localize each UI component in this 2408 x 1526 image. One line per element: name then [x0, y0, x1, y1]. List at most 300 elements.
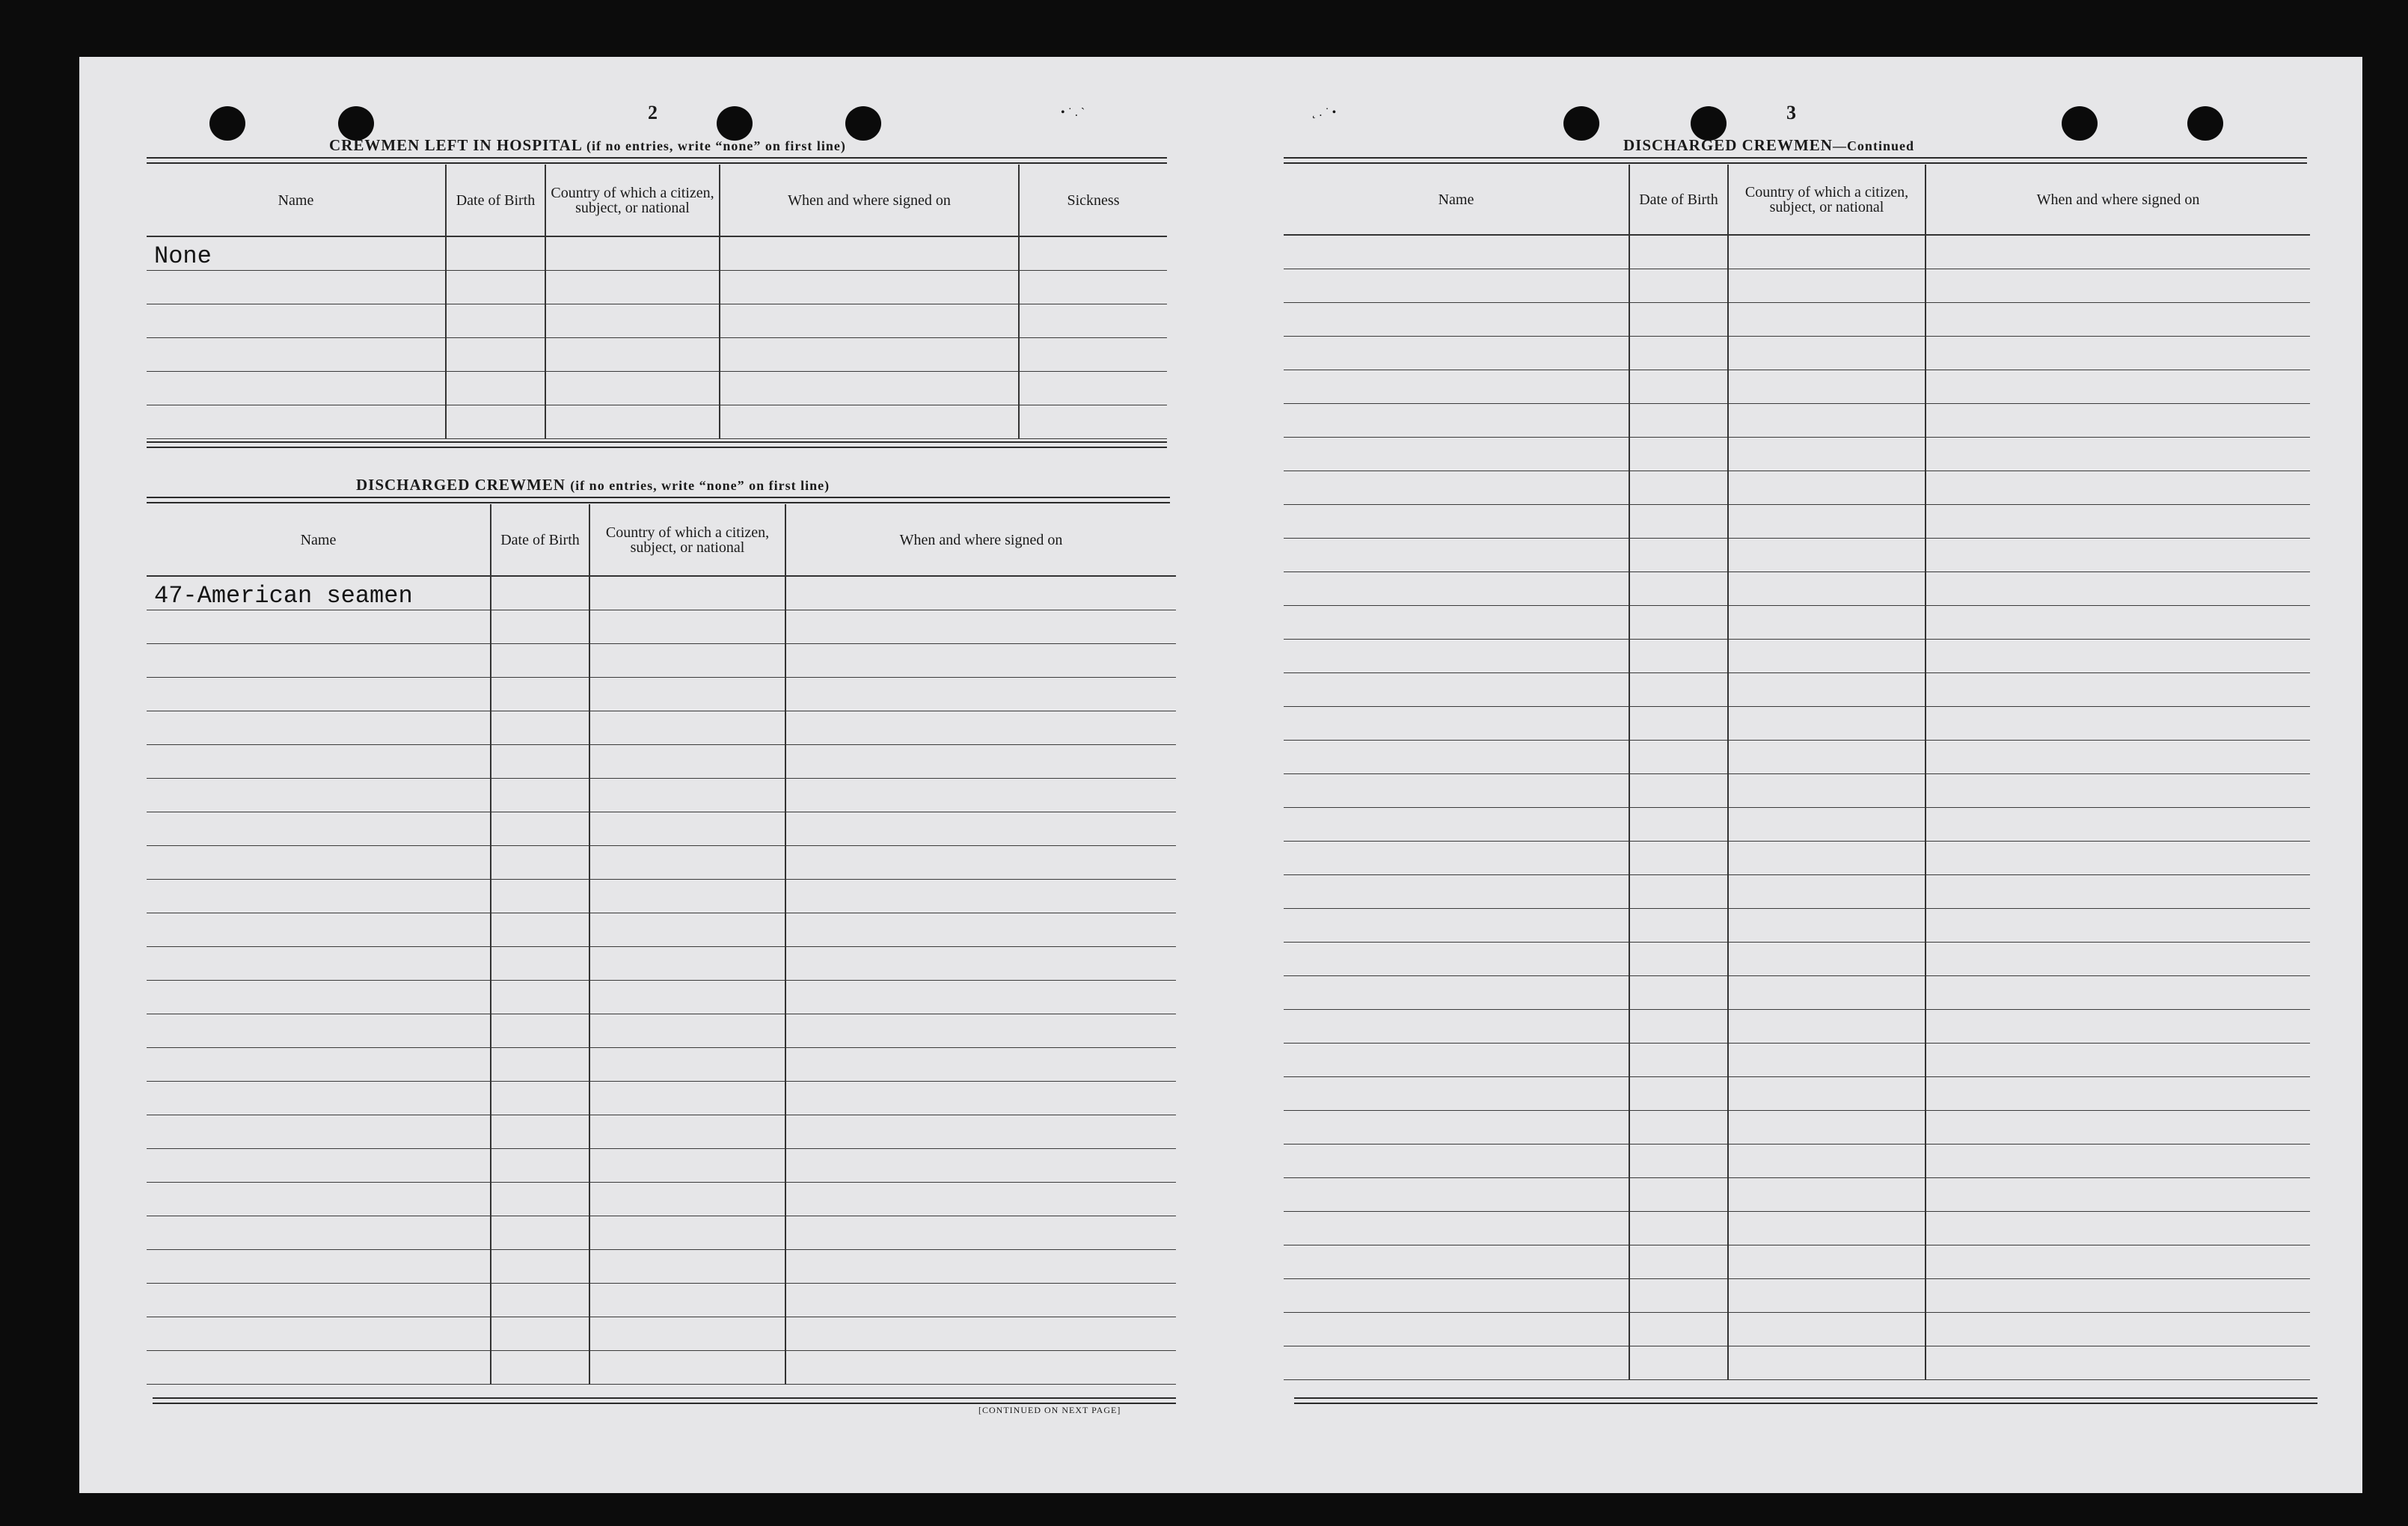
- discharged-title-note: (if no entries, write “none” on first line): [570, 478, 830, 493]
- table-cell: [1728, 672, 1926, 706]
- table-row: [1284, 403, 2310, 437]
- continued-note: [CONTINUED ON NEXT PAGE]: [978, 1405, 1121, 1415]
- table-cell: [1728, 302, 1926, 336]
- table-cell: [1284, 1211, 1629, 1245]
- table-cell: [147, 1350, 491, 1384]
- table-cell: [491, 1317, 589, 1350]
- table-cell: [1284, 975, 1629, 1009]
- table-cell: [491, 879, 589, 913]
- table-cell: [1926, 437, 2310, 471]
- table-cell: [491, 1115, 589, 1148]
- table-cell: [785, 1047, 1176, 1081]
- table-cell: [491, 913, 589, 946]
- table-cell: [1629, 538, 1728, 572]
- table-row: [147, 1182, 1176, 1216]
- table-cell: [1728, 874, 1926, 908]
- table-cell: [1728, 942, 1926, 975]
- table-cell: [1284, 403, 1629, 437]
- table-cell: [1284, 235, 1629, 269]
- table-cell: [147, 371, 446, 405]
- right-bottom-rule: [1294, 1397, 2317, 1404]
- table-cell: 47-American seamen: [147, 576, 491, 610]
- table-row: [147, 913, 1176, 946]
- table-cell: [147, 1317, 491, 1350]
- table-cell: [1629, 504, 1728, 538]
- table-cell: [1728, 773, 1926, 807]
- table-cell: [147, 845, 491, 879]
- table-cell: [1926, 538, 2310, 572]
- table-cell: [1629, 1076, 1728, 1110]
- table-cell: [1926, 235, 2310, 269]
- col-header-date-of-birth: Date of Birth: [491, 504, 589, 576]
- col-header-name: Name: [147, 165, 446, 236]
- table-cell: [1926, 740, 2310, 773]
- punch-hole: [2062, 106, 2098, 141]
- table-cell: [1728, 572, 1926, 605]
- table-cell: [491, 643, 589, 677]
- table-cell: [147, 1148, 491, 1182]
- table-cell: [147, 812, 491, 845]
- table-row: [147, 1014, 1176, 1047]
- table-cell: [1629, 403, 1728, 437]
- table-cell: [589, 913, 785, 946]
- table-row: [1284, 1278, 2310, 1312]
- table-cell: [545, 270, 720, 304]
- table-row: [1284, 975, 2310, 1009]
- table-cell: [491, 576, 589, 610]
- table-cell: [785, 744, 1176, 778]
- table-cell: [1728, 740, 1926, 773]
- table-cell: [1629, 841, 1728, 874]
- table-cell: [720, 337, 1019, 371]
- table-row: [147, 270, 1167, 304]
- table-cell: [1629, 302, 1728, 336]
- col-header-signed-on: When and where signed on: [720, 165, 1019, 236]
- table-row: [1284, 538, 2310, 572]
- table-cell: [1629, 235, 1728, 269]
- table-cell: [1728, 706, 1926, 740]
- table-cell: [1284, 1076, 1629, 1110]
- punch-hole: [2187, 106, 2223, 141]
- table-cell: [1926, 841, 2310, 874]
- table-row: [1284, 908, 2310, 942]
- table-cell: [1926, 672, 2310, 706]
- table-cell: [785, 711, 1176, 744]
- table-cell: [1284, 942, 1629, 975]
- table-row: [147, 576, 1176, 610]
- table-row: [1284, 1009, 2310, 1043]
- table-cell: [1629, 807, 1728, 841]
- table-cell: [1926, 1009, 2310, 1043]
- page-number-left: 2: [648, 102, 658, 123]
- table-cell: [1629, 1110, 1728, 1144]
- table-cell: [491, 1216, 589, 1249]
- table-cell: [1926, 706, 2310, 740]
- table-cell: [1284, 269, 1629, 302]
- table-row: [1284, 1312, 2310, 1346]
- table-cell: [1728, 235, 1926, 269]
- table-row: [1284, 1211, 2310, 1245]
- col-header-date-of-birth: Date of Birth: [446, 165, 545, 236]
- table-cell: [1728, 1245, 1926, 1278]
- table-row: [1284, 504, 2310, 538]
- table-cell: [785, 1216, 1176, 1249]
- table-cell: [1728, 605, 1926, 639]
- table-row: [147, 812, 1176, 845]
- table-cell: [720, 371, 1019, 405]
- table-cell: [491, 1148, 589, 1182]
- table-cell: [1284, 605, 1629, 639]
- table-cell: [785, 980, 1176, 1014]
- right-top-rule: [1284, 157, 2307, 164]
- table-cell: [147, 1283, 491, 1317]
- table-row: [1284, 639, 2310, 672]
- discharged-table: [147, 504, 1176, 1385]
- table-cell: [1284, 1245, 1629, 1278]
- table-cell: [785, 1182, 1176, 1216]
- table-row: [1284, 336, 2310, 370]
- table-cell: [1629, 1144, 1728, 1177]
- table-cell: [1926, 942, 2310, 975]
- discharged-section-title: [356, 476, 830, 494]
- table-cell: [1728, 1076, 1926, 1110]
- table-cell: None: [147, 236, 446, 270]
- table-cell: [785, 1317, 1176, 1350]
- table-row: [1284, 235, 2310, 269]
- table-row: [147, 643, 1176, 677]
- table-cell: [1629, 1211, 1728, 1245]
- table-cell: [589, 610, 785, 643]
- table-cell: [720, 270, 1019, 304]
- table-cell: [589, 1014, 785, 1047]
- table-cell: [147, 405, 446, 438]
- table-cell: [1728, 1346, 1926, 1379]
- table-cell: [491, 744, 589, 778]
- table-cell: [1926, 1110, 2310, 1144]
- discharged-continued-text: DISCHARGED CREWMEN: [1623, 136, 1833, 154]
- table-row: [1284, 874, 2310, 908]
- table-cell: [785, 1350, 1176, 1384]
- table-cell: [1629, 975, 1728, 1009]
- table-cell: [589, 778, 785, 812]
- table-cell: [785, 1014, 1176, 1047]
- table-cell: [589, 1283, 785, 1317]
- hospital-title-note: (if no entries, write “none” on first line): [586, 138, 846, 153]
- table-cell: [785, 1081, 1176, 1115]
- table-cell: [491, 610, 589, 643]
- table-cell: [1728, 1144, 1926, 1177]
- table-cell: [1629, 672, 1728, 706]
- table-cell: [1728, 807, 1926, 841]
- col-header-sickness: Sickness: [1019, 165, 1167, 236]
- table-cell: [1926, 269, 2310, 302]
- table-row: [147, 744, 1176, 778]
- table-cell: [785, 1115, 1176, 1148]
- table-cell: [1926, 773, 2310, 807]
- table-cell: [1728, 538, 1926, 572]
- table-row: [147, 337, 1167, 371]
- table-cell: [589, 643, 785, 677]
- table-cell: [785, 778, 1176, 812]
- table-row: [1284, 302, 2310, 336]
- table-cell: [1629, 269, 1728, 302]
- table-cell: [147, 913, 491, 946]
- table-cell: [589, 1216, 785, 1249]
- table-cell: [491, 677, 589, 711]
- table-cell: [545, 236, 720, 270]
- table-cell: [545, 371, 720, 405]
- table-cell: [1629, 908, 1728, 942]
- table-row: [1284, 1110, 2310, 1144]
- table-cell: [1629, 1009, 1728, 1043]
- table-cell: [147, 778, 491, 812]
- table-cell: [1019, 236, 1167, 270]
- table-cell: [589, 1115, 785, 1148]
- table-cell: [1629, 874, 1728, 908]
- table-row: [1284, 370, 2310, 403]
- table-cell: [1284, 1177, 1629, 1211]
- table-cell: [1629, 773, 1728, 807]
- table-cell: [589, 1081, 785, 1115]
- table-cell: [1728, 1211, 1926, 1245]
- table-row: [1284, 1346, 2310, 1379]
- table-cell: [785, 643, 1176, 677]
- hospital-section-title: [329, 136, 846, 155]
- table-cell: [1629, 706, 1728, 740]
- table-cell: [1629, 740, 1728, 773]
- table-cell: [147, 1115, 491, 1148]
- table-row: [147, 371, 1167, 405]
- table-row: [1284, 269, 2310, 302]
- table-cell: [1629, 471, 1728, 504]
- table-cell: [785, 812, 1176, 845]
- table-cell: [589, 1317, 785, 1350]
- table-cell: [491, 1350, 589, 1384]
- table-cell: [1728, 1009, 1926, 1043]
- table-cell: [147, 677, 491, 711]
- table-cell: [1926, 908, 2310, 942]
- hospital-table: [147, 165, 1167, 439]
- table-row: [147, 1283, 1176, 1317]
- table-row: [147, 1350, 1176, 1384]
- table-row: [147, 778, 1176, 812]
- table-cell: [147, 1081, 491, 1115]
- table-row: [1284, 572, 2310, 605]
- table-cell: [589, 946, 785, 980]
- table-cell: [446, 304, 545, 337]
- table-cell: [491, 1081, 589, 1115]
- table-cell: [147, 711, 491, 744]
- table-cell: [1926, 975, 2310, 1009]
- table-cell: [1629, 605, 1728, 639]
- table-cell: [1926, 403, 2310, 437]
- table-row: [1284, 1076, 2310, 1110]
- table-cell: [589, 677, 785, 711]
- table-cell: [785, 845, 1176, 879]
- table-cell: [589, 711, 785, 744]
- table-row: [147, 980, 1176, 1014]
- table-cell: [491, 1283, 589, 1317]
- table-cell: [720, 304, 1019, 337]
- table-cell: [589, 980, 785, 1014]
- table-cell: [1019, 371, 1167, 405]
- table-cell: [1728, 841, 1926, 874]
- table-cell: [785, 1283, 1176, 1317]
- table-cell: [1926, 1144, 2310, 1177]
- table-cell: [589, 1249, 785, 1283]
- table-cell: [720, 405, 1019, 438]
- table-row: [147, 1317, 1176, 1350]
- hospital-bottom-rule: [147, 441, 1167, 448]
- table-cell: [491, 1249, 589, 1283]
- hospital-top-rule: [147, 157, 1167, 164]
- table-row: [147, 1249, 1176, 1283]
- col-header-country: Country of which a citizen, subject, or national: [589, 504, 785, 576]
- discharged-top-rule: [147, 497, 1170, 503]
- table-cell: [491, 1014, 589, 1047]
- table-row: [147, 1148, 1176, 1182]
- hospital-title-text: CREWMEN LEFT IN HOSPITAL: [329, 136, 582, 154]
- table-cell: [1926, 1312, 2310, 1346]
- col-header-country: Country of which a citizen, subject, or national: [545, 165, 720, 236]
- table-cell: [1926, 874, 2310, 908]
- table-cell: [1019, 337, 1167, 371]
- table-cell: [1728, 1312, 1926, 1346]
- table-cell: [1926, 302, 2310, 336]
- table-cell: [1629, 942, 1728, 975]
- table-cell: [1284, 504, 1629, 538]
- table-cell: [1926, 1043, 2310, 1076]
- table-cell: [1629, 1346, 1728, 1379]
- punch-hole: [845, 106, 881, 141]
- table-cell: [1728, 1278, 1926, 1312]
- table-cell: [1284, 1043, 1629, 1076]
- table-row: [147, 1047, 1176, 1081]
- col-header-signed-on: When and where signed on: [1926, 165, 2310, 235]
- table-row: [1284, 1144, 2310, 1177]
- table-row: [1284, 1245, 2310, 1278]
- table-row: [1284, 1177, 2310, 1211]
- table-cell: [1926, 336, 2310, 370]
- table-cell: [1284, 471, 1629, 504]
- table-row: [1284, 706, 2310, 740]
- table-cell: [785, 879, 1176, 913]
- table-cell: [491, 845, 589, 879]
- table-cell: [589, 744, 785, 778]
- table-cell: [1019, 405, 1167, 438]
- discharged-bottom-rule: [153, 1397, 1176, 1404]
- table-cell: [1926, 1278, 2310, 1312]
- table-cell: [1926, 639, 2310, 672]
- table-row: [147, 677, 1176, 711]
- table-cell: [1926, 370, 2310, 403]
- table-row: [1284, 1043, 2310, 1076]
- table-cell: [1284, 874, 1629, 908]
- table-cell: [446, 236, 545, 270]
- table-row: [1284, 437, 2310, 471]
- table-cell: [1284, 908, 1629, 942]
- table-cell: [1284, 370, 1629, 403]
- table-cell: [1728, 639, 1926, 672]
- table-cell: [1728, 1177, 1926, 1211]
- table-row: [1284, 672, 2310, 706]
- table-cell: [1629, 1043, 1728, 1076]
- discharged-continued-table: [1284, 165, 2310, 1380]
- table-cell: [1926, 1076, 2310, 1110]
- table-cell: [1728, 975, 1926, 1009]
- table-cell: [147, 1249, 491, 1283]
- table-cell: [1629, 1278, 1728, 1312]
- table-cell: [1728, 1043, 1926, 1076]
- table-cell: [491, 778, 589, 812]
- table-cell: [147, 1047, 491, 1081]
- table-cell: [1728, 908, 1926, 942]
- table-cell: [1284, 572, 1629, 605]
- table-cell: [147, 980, 491, 1014]
- table-cell: [1926, 1245, 2310, 1278]
- discharged-title-text: DISCHARGED CREWMEN: [356, 476, 566, 494]
- table-cell: [147, 643, 491, 677]
- table-cell: [1629, 572, 1728, 605]
- table-row: [1284, 841, 2310, 874]
- table-cell: [1629, 336, 1728, 370]
- table-cell: [147, 337, 446, 371]
- table-row: [147, 236, 1167, 270]
- table-row: [147, 879, 1176, 913]
- table-cell: [147, 270, 446, 304]
- table-cell: [1629, 1312, 1728, 1346]
- table-cell: [589, 879, 785, 913]
- table-cell: [1728, 437, 1926, 471]
- table-cell: [491, 1047, 589, 1081]
- table-cell: [1284, 639, 1629, 672]
- table-cell: [491, 812, 589, 845]
- table-cell: [1019, 304, 1167, 337]
- table-row: [1284, 471, 2310, 504]
- page-number-right: 3: [1786, 102, 1796, 123]
- table-cell: [785, 576, 1176, 610]
- table-cell: [1629, 1177, 1728, 1211]
- col-header-signed-on: When and where signed on: [785, 504, 1176, 576]
- table-cell: [785, 677, 1176, 711]
- table-cell: [446, 371, 545, 405]
- table-cell: [1728, 370, 1926, 403]
- table-cell: [1728, 1110, 1926, 1144]
- table-row: [147, 405, 1167, 438]
- table-cell: [1284, 1144, 1629, 1177]
- table-cell: [589, 845, 785, 879]
- table-cell: [147, 744, 491, 778]
- table-row: [147, 946, 1176, 980]
- table-cell: [491, 980, 589, 1014]
- table-cell: [1728, 269, 1926, 302]
- table-row: [1284, 740, 2310, 773]
- table-cell: [589, 576, 785, 610]
- table-cell: [446, 337, 545, 371]
- table-cell: [589, 1350, 785, 1384]
- table-cell: [589, 1182, 785, 1216]
- table-cell: [545, 304, 720, 337]
- table-cell: [1926, 1211, 2310, 1245]
- table-cell: [147, 1182, 491, 1216]
- table-row: [147, 711, 1176, 744]
- table-cell: [1926, 807, 2310, 841]
- table-cell: [1926, 1177, 2310, 1211]
- table-row: [1284, 807, 2310, 841]
- table-cell: [785, 610, 1176, 643]
- table-cell: [1926, 1346, 2310, 1379]
- table-cell: [720, 236, 1019, 270]
